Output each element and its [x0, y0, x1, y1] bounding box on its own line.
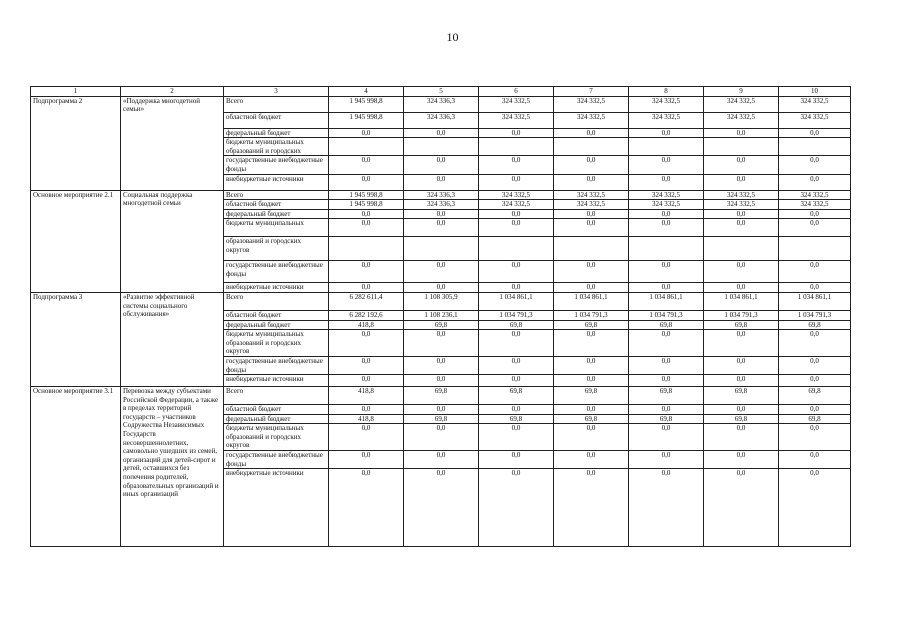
- source-cell: внебюджетные источники: [224, 174, 329, 190]
- value-cell: 0,0: [554, 375, 629, 387]
- source-cell: Всего: [224, 190, 329, 200]
- value-cell: 0,0: [404, 424, 479, 451]
- table-row: [31, 96, 851, 112]
- value-cell: 324 336,3: [404, 96, 479, 112]
- value-cell: 0,0: [329, 469, 404, 547]
- value-cell: 0,0: [479, 330, 554, 357]
- column-header: 10: [779, 87, 851, 97]
- value-cell: 69,8: [704, 414, 779, 424]
- value-cell: [329, 237, 404, 261]
- value-cell: 0,0: [629, 283, 704, 293]
- value-cell: 0,0: [629, 219, 704, 237]
- value-cell: 324 332,5: [554, 200, 629, 210]
- value-cell: 69,8: [629, 320, 704, 330]
- value-cell: 0,0: [329, 283, 404, 293]
- column-header: 9: [704, 87, 779, 97]
- value-cell: 0,0: [404, 261, 479, 283]
- value-cell: 1 034 791,3: [704, 310, 779, 320]
- value-cell: 0,0: [704, 405, 779, 415]
- value-cell: 324 332,5: [704, 190, 779, 200]
- value-cell: 1 945 998,8: [329, 200, 404, 210]
- value-cell: 324 332,5: [554, 190, 629, 200]
- table-row: [31, 190, 851, 200]
- program-title-cell: «Развитие эффективной системы социального обслуживания»: [121, 292, 224, 386]
- value-cell: 0,0: [479, 128, 554, 138]
- source-cell: бюджеты муниципальных образований и городских округов: [224, 330, 329, 357]
- value-cell: 0,0: [629, 451, 704, 469]
- value-cell: [629, 138, 704, 156]
- value-cell: 0,0: [479, 209, 554, 219]
- value-cell: 0,0: [704, 156, 779, 174]
- value-cell: 0,0: [404, 451, 479, 469]
- value-cell: [404, 138, 479, 156]
- value-cell: 0,0: [704, 283, 779, 293]
- program-name-cell: Основное мероприятие 2.1: [31, 190, 121, 292]
- value-cell: [779, 138, 851, 156]
- value-cell: 69,8: [404, 387, 479, 405]
- value-cell: 0,0: [779, 209, 851, 219]
- value-cell: 0,0: [779, 128, 851, 138]
- value-cell: 69,8: [479, 320, 554, 330]
- value-cell: 1 034 791,3: [554, 310, 629, 320]
- value-cell: 69,8: [404, 414, 479, 424]
- column-header: 2: [121, 87, 224, 97]
- value-cell: 69,8: [629, 414, 704, 424]
- value-cell: 324 332,5: [779, 112, 851, 128]
- value-cell: 0,0: [554, 356, 629, 374]
- value-cell: 0,0: [479, 283, 554, 293]
- value-cell: 0,0: [554, 469, 629, 547]
- value-cell: 1 108 236,1: [404, 310, 479, 320]
- source-cell: федеральный бюджет: [224, 320, 329, 330]
- value-cell: 0,0: [404, 128, 479, 138]
- value-cell: 418,8: [329, 414, 404, 424]
- value-cell: 0,0: [329, 219, 404, 237]
- value-cell: 0,0: [479, 174, 554, 190]
- value-cell: 6 282 192,6: [329, 310, 404, 320]
- value-cell: 69,8: [629, 387, 704, 405]
- column-header: 1: [31, 87, 121, 97]
- value-cell: 0,0: [779, 375, 851, 387]
- value-cell: 0,0: [704, 469, 779, 547]
- value-cell: 324 332,5: [629, 96, 704, 112]
- value-cell: 0,0: [704, 174, 779, 190]
- value-cell: 69,8: [779, 387, 851, 405]
- value-cell: 324 332,5: [479, 96, 554, 112]
- value-cell: 0,0: [779, 156, 851, 174]
- page-number: 10: [446, 30, 459, 44]
- value-cell: 1 945 998,8: [329, 96, 404, 112]
- value-cell: 0,0: [404, 283, 479, 293]
- column-header: 3: [224, 87, 329, 97]
- value-cell: 0,0: [704, 375, 779, 387]
- value-cell: 0,0: [704, 261, 779, 283]
- value-cell: 69,8: [704, 320, 779, 330]
- value-cell: 1 945 998,8: [329, 190, 404, 200]
- value-cell: 0,0: [329, 451, 404, 469]
- program-name-cell: Подпрограмма 3: [31, 292, 121, 386]
- source-cell: государственные внебюджетные фонды: [224, 451, 329, 469]
- source-cell: внебюджетные источники: [224, 469, 329, 547]
- value-cell: 1 034 861,1: [779, 292, 851, 310]
- value-cell: 324 332,5: [479, 200, 554, 210]
- value-cell: 0,0: [554, 424, 629, 451]
- value-cell: 324 332,5: [554, 112, 629, 128]
- source-cell: областной бюджет: [224, 112, 329, 128]
- source-cell: федеральный бюджет: [224, 414, 329, 424]
- value-cell: 0,0: [329, 356, 404, 374]
- source-cell: федеральный бюджет: [224, 128, 329, 138]
- value-cell: 0,0: [704, 128, 779, 138]
- column-header: 5: [404, 87, 479, 97]
- column-header: 8: [629, 87, 704, 97]
- value-cell: 0,0: [404, 469, 479, 547]
- value-cell: 0,0: [779, 424, 851, 451]
- value-cell: 0,0: [554, 330, 629, 357]
- program-name-cell: Основное мероприятие 3.1: [31, 387, 121, 547]
- value-cell: 324 336,3: [404, 112, 479, 128]
- value-cell: 1 034 791,3: [479, 310, 554, 320]
- value-cell: [404, 237, 479, 261]
- value-cell: 0,0: [479, 424, 554, 451]
- value-cell: 324 332,5: [479, 112, 554, 128]
- value-cell: 0,0: [554, 219, 629, 237]
- value-cell: 324 332,5: [704, 200, 779, 210]
- value-cell: 0,0: [404, 219, 479, 237]
- source-cell: бюджеты муниципальных образований и городских округов: [224, 424, 329, 451]
- value-cell: 0,0: [404, 330, 479, 357]
- value-cell: 0,0: [329, 128, 404, 138]
- value-cell: 0,0: [704, 356, 779, 374]
- column-header: 6: [479, 87, 554, 97]
- value-cell: 0,0: [704, 451, 779, 469]
- value-cell: 69,8: [779, 414, 851, 424]
- source-cell: областной бюджет: [224, 405, 329, 415]
- source-cell: внебюджетные источники: [224, 283, 329, 293]
- value-cell: 0,0: [779, 469, 851, 547]
- value-cell: [704, 138, 779, 156]
- value-cell: 324 336,3: [404, 190, 479, 200]
- value-cell: 324 332,5: [779, 200, 851, 210]
- value-cell: 0,0: [554, 283, 629, 293]
- value-cell: 0,0: [629, 356, 704, 374]
- value-cell: 69,8: [554, 320, 629, 330]
- value-cell: 0,0: [629, 375, 704, 387]
- value-cell: 0,0: [779, 174, 851, 190]
- value-cell: 324 332,5: [779, 190, 851, 200]
- value-cell: 0,0: [629, 128, 704, 138]
- value-cell: 0,0: [329, 330, 404, 357]
- value-cell: 0,0: [779, 405, 851, 415]
- value-cell: 69,8: [479, 414, 554, 424]
- value-cell: 324 336,3: [404, 200, 479, 210]
- value-cell: 0,0: [629, 330, 704, 357]
- value-cell: 0,0: [329, 261, 404, 283]
- source-cell: государственные внебюджетные фонды: [224, 156, 329, 174]
- value-cell: 69,8: [554, 414, 629, 424]
- value-cell: 0,0: [404, 405, 479, 415]
- value-cell: 0,0: [329, 375, 404, 387]
- value-cell: 324 332,5: [779, 96, 851, 112]
- value-cell: 324 332,5: [629, 200, 704, 210]
- value-cell: 0,0: [779, 219, 851, 237]
- value-cell: 0,0: [704, 424, 779, 451]
- source-cell: областной бюджет: [224, 200, 329, 210]
- value-cell: [479, 138, 554, 156]
- value-cell: 0,0: [479, 375, 554, 387]
- value-cell: 0,0: [329, 174, 404, 190]
- value-cell: 0,0: [404, 156, 479, 174]
- value-cell: [629, 237, 704, 261]
- value-cell: 0,0: [554, 156, 629, 174]
- value-cell: 0,0: [629, 469, 704, 547]
- value-cell: 0,0: [554, 209, 629, 219]
- value-cell: 0,0: [704, 209, 779, 219]
- program-title-cell: Социальная поддержка многодетной семьи: [121, 190, 224, 292]
- source-cell: федеральный бюджет: [224, 209, 329, 219]
- source-cell: государственные внебюджетные фонды: [224, 356, 329, 374]
- value-cell: 0,0: [404, 375, 479, 387]
- source-cell: бюджеты муниципальных образований и городских: [224, 138, 329, 156]
- value-cell: 0,0: [779, 330, 851, 357]
- value-cell: 69,8: [554, 387, 629, 405]
- value-cell: 324 332,5: [479, 190, 554, 200]
- value-cell: 0,0: [329, 405, 404, 415]
- value-cell: 0,0: [554, 174, 629, 190]
- value-cell: [779, 237, 851, 261]
- value-cell: 6 282 611,4: [329, 292, 404, 310]
- value-cell: 1 945 998,8: [329, 112, 404, 128]
- program-title-cell: Перевозка между субъектами Российской Федерации, а также в пределах территорий государств – участников Содружества Независимых Государств несовершеннолетних, самовольно ушедших из семей, организаций для детей-сирот и детей, оставшихся без попечения родителей, образовательных организаций и иных организаций: [121, 387, 224, 547]
- value-cell: [704, 237, 779, 261]
- value-cell: 0,0: [479, 356, 554, 374]
- source-cell: Всего: [224, 387, 329, 405]
- value-cell: 0,0: [779, 356, 851, 374]
- value-cell: 1 108 305,9: [404, 292, 479, 310]
- value-cell: 418,8: [329, 387, 404, 405]
- value-cell: 0,0: [629, 424, 704, 451]
- value-cell: 0,0: [779, 283, 851, 293]
- value-cell: 0,0: [329, 156, 404, 174]
- value-cell: 1 034 861,1: [479, 292, 554, 310]
- value-cell: 1 034 791,3: [779, 310, 851, 320]
- source-cell: внебюджетные источники: [224, 375, 329, 387]
- value-cell: 1 034 791,3: [629, 310, 704, 320]
- value-cell: 0,0: [779, 261, 851, 283]
- value-cell: 69,8: [704, 387, 779, 405]
- header-row: [31, 87, 851, 97]
- value-cell: 0,0: [704, 219, 779, 237]
- value-cell: 0,0: [329, 424, 404, 451]
- value-cell: 0,0: [554, 405, 629, 415]
- program-name-cell: Подпрограмма 2: [31, 96, 121, 190]
- source-cell: областной бюджет: [224, 310, 329, 320]
- value-cell: 0,0: [629, 174, 704, 190]
- source-cell: бюджеты муниципальных: [224, 219, 329, 237]
- value-cell: 69,8: [779, 320, 851, 330]
- column-header: 4: [329, 87, 404, 97]
- value-cell: 0,0: [554, 451, 629, 469]
- column-header: 7: [554, 87, 629, 97]
- value-cell: 324 332,5: [554, 96, 629, 112]
- value-cell: 69,8: [404, 320, 479, 330]
- table-row: [31, 292, 851, 310]
- value-cell: 1 034 861,1: [704, 292, 779, 310]
- value-cell: 0,0: [404, 174, 479, 190]
- value-cell: [329, 138, 404, 156]
- source-cell: образований и городских округов: [224, 237, 329, 261]
- value-cell: 0,0: [404, 356, 479, 374]
- source-cell: Всего: [224, 292, 329, 310]
- value-cell: 324 332,5: [629, 112, 704, 128]
- value-cell: [554, 138, 629, 156]
- value-cell: 69,8: [479, 387, 554, 405]
- program-title-cell: «Поддержка многодетной семьи»: [121, 96, 224, 190]
- value-cell: 0,0: [479, 451, 554, 469]
- value-cell: 0,0: [479, 261, 554, 283]
- value-cell: 0,0: [704, 330, 779, 357]
- value-cell: 418,8: [329, 320, 404, 330]
- value-cell: 0,0: [404, 209, 479, 219]
- value-cell: 324 332,5: [704, 96, 779, 112]
- value-cell: 324 332,5: [629, 190, 704, 200]
- value-cell: 0,0: [629, 261, 704, 283]
- value-cell: 0,0: [554, 128, 629, 138]
- value-cell: 0,0: [629, 156, 704, 174]
- value-cell: 0,0: [479, 405, 554, 415]
- value-cell: 324 332,5: [704, 112, 779, 128]
- value-cell: 0,0: [479, 219, 554, 237]
- value-cell: [554, 237, 629, 261]
- value-cell: 0,0: [779, 451, 851, 469]
- value-cell: 0,0: [629, 209, 704, 219]
- value-cell: 0,0: [554, 261, 629, 283]
- value-cell: 1 034 861,1: [554, 292, 629, 310]
- value-cell: 0,0: [329, 209, 404, 219]
- table-row: [31, 387, 851, 405]
- value-cell: [479, 237, 554, 261]
- source-cell: Всего: [224, 96, 329, 112]
- budget-table: [30, 86, 851, 547]
- value-cell: 0,0: [479, 469, 554, 547]
- value-cell: 1 034 861,1: [629, 292, 704, 310]
- value-cell: 0,0: [479, 156, 554, 174]
- source-cell: государственные внебюджетные фонды: [224, 261, 329, 283]
- value-cell: 0,0: [629, 405, 704, 415]
